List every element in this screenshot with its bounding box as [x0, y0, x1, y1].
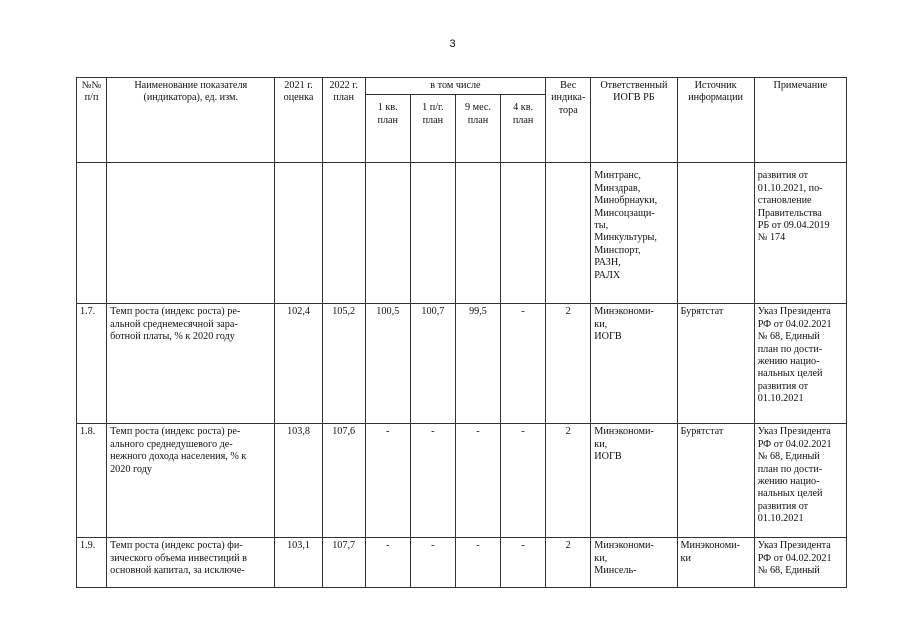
cell-h1: -: [410, 424, 455, 538]
header-q1: 1 кв. план: [365, 95, 410, 163]
cell-note: Указ Президента РФ от 04.02.2021 № 68, Единый план по дости- жению нацио- нальных целей развития от 01.10.2021: [754, 424, 846, 538]
cell-q4: -: [501, 304, 546, 424]
cell-num: 1.7.: [77, 304, 107, 424]
table-row: [77, 424, 847, 538]
cell-q1: [365, 163, 410, 304]
cell-num: 1.8.: [77, 424, 107, 538]
table-row: [77, 304, 847, 424]
cell-q4: -: [501, 424, 546, 538]
cell-note: развития от 01.10.2021, по- становление Правительства РБ от 09.04.2019 № 174: [754, 163, 846, 304]
cell-name: Темп роста (индекс роста) фи- зического объема инвестиций в основной капитал, за исключе-: [107, 538, 275, 588]
cell-2022: 105,2: [322, 304, 365, 424]
cell-h1: [410, 163, 455, 304]
cell-num: [77, 163, 107, 304]
cell-q1: 100,5: [365, 304, 410, 424]
header-2022: 2022 г. план: [322, 78, 365, 163]
header-weight: Вес индика- тора: [546, 78, 591, 163]
cell-2021: 102,4: [275, 304, 322, 424]
header-name: Наименование показателя (индикатора), ед. изм.: [107, 78, 275, 163]
cell-q1: -: [365, 538, 410, 588]
cell-note: Указ Президента РФ от 04.02.2021 № 68, Единый: [754, 538, 846, 588]
cell-q4: -: [501, 538, 546, 588]
header-responsible: Ответственный ИОГВ РБ: [591, 78, 677, 163]
cell-name: Темп роста (индекс роста) ре- альной среднемесячной зара- ботной платы, % к 2020 году: [107, 304, 275, 424]
cell-h1: 100,7: [410, 304, 455, 424]
cell-responsible: Минэкономи- ки, ИОГВ: [591, 424, 677, 538]
cell-9m: -: [455, 538, 500, 588]
cell-q4: [501, 163, 546, 304]
page-number: 3: [449, 38, 456, 50]
indicators-table: [76, 77, 847, 588]
cell-weight: 2: [546, 424, 591, 538]
cell-name: Темп роста (индекс роста) ре- ального среднедушевого де- нежного дохода населения, % к 2020 году: [107, 424, 275, 538]
header-q4: 4 кв. план: [501, 95, 546, 163]
header-num: №№ п/п: [77, 78, 107, 163]
header-source: Источник информации: [677, 78, 754, 163]
cell-responsible: Минтранс, Минздрав, Минобрнауки, Минсоцзащи- ты, Минкультуры, Минспорт, РАЗН, РАЛХ: [591, 163, 677, 304]
table-row: [77, 538, 847, 588]
cell-responsible: Минэкономи- ки, Минсель-: [591, 538, 677, 588]
header-note: Примечание: [754, 78, 846, 163]
cell-weight: 2: [546, 304, 591, 424]
header-h1: 1 п/г. план: [410, 95, 455, 163]
header-2021: 2021 г. оценка: [275, 78, 322, 163]
cell-num: 1.9.: [77, 538, 107, 588]
cell-h1: -: [410, 538, 455, 588]
cell-source: Бурятстат: [677, 304, 754, 424]
cell-2021: [275, 163, 322, 304]
header-row: [77, 78, 847, 95]
header-9m: 9 мес. план: [455, 95, 500, 163]
cell-weight: 2: [546, 538, 591, 588]
cell-2021: 103,8: [275, 424, 322, 538]
cell-2022: [322, 163, 365, 304]
cell-source: Минэкономи- ки: [677, 538, 754, 588]
table-row: [77, 163, 847, 304]
header-including: в том числе: [365, 78, 545, 95]
cell-weight: [546, 163, 591, 304]
cell-q1: -: [365, 424, 410, 538]
cell-name: [107, 163, 275, 304]
cell-2022: 107,6: [322, 424, 365, 538]
cell-source: [677, 163, 754, 304]
cell-responsible: Минэкономи- ки, ИОГВ: [591, 304, 677, 424]
cell-9m: [455, 163, 500, 304]
cell-9m: -: [455, 424, 500, 538]
cell-source: Бурятстат: [677, 424, 754, 538]
cell-2021: 103,1: [275, 538, 322, 588]
cell-note: Указ Президента РФ от 04.02.2021 № 68, Единый план по дости- жению нацио- нальных целей развития от 01.10.2021: [754, 304, 846, 424]
cell-9m: 99,5: [455, 304, 500, 424]
cell-2022: 107,7: [322, 538, 365, 588]
